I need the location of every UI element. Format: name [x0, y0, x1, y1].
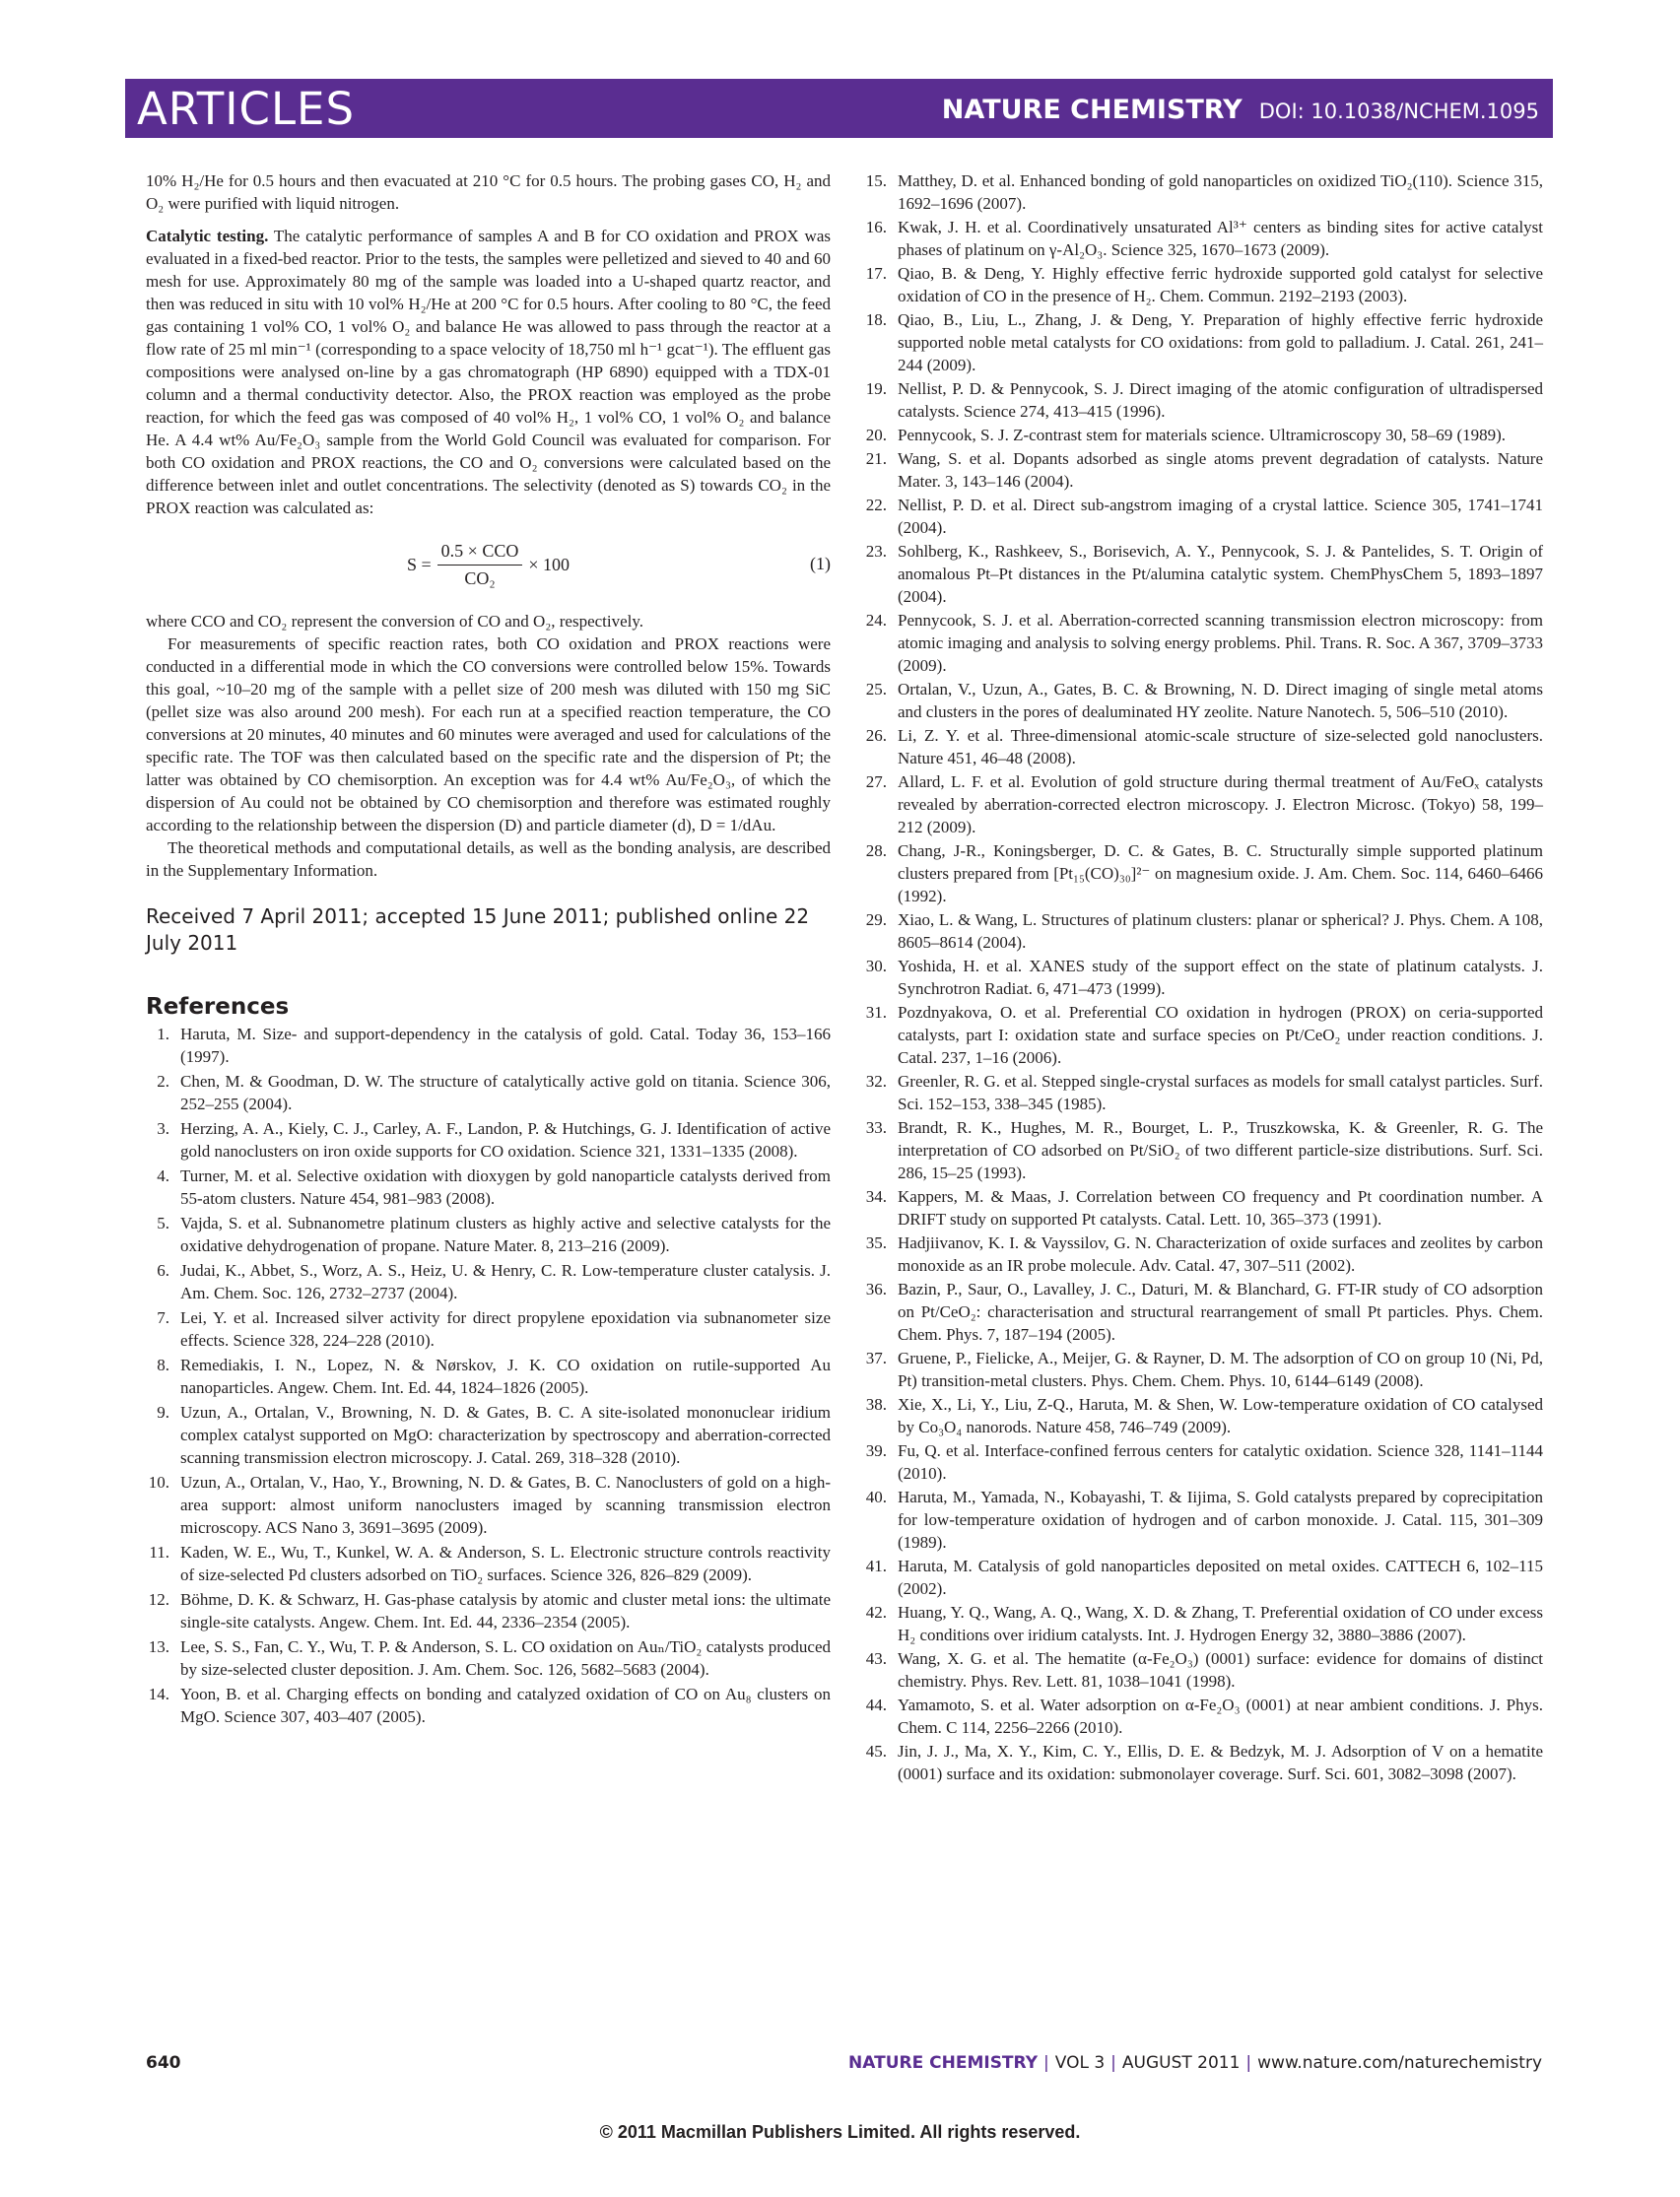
- reference-item: 25. Ortalan, V., Uzun, A., Gates, B. C. & Browning, N. D. Direct imaging of single metal atoms and clusters in the pores of dealuminated HY zeolite. Nature Nanotech. 5, 506–510 (2010).: [865, 680, 1543, 721]
- catalytic-text: The catalytic performance of samples A and B for CO oxidation and PROX was evaluated in a fixed-bed reactor. Prior to the tests, the samples were pelletized and sieved to 40 and 60 mesh for use. Approximately 80 mg of the sample was loaded into a U-shaped quartz reactor, and then was reduced in situ with 10 vol% H₂/He at 200 °C for 0.5 hours. After cooling to 80 °C, the feed gas containing 1 vol% CO, 1 vol% O₂ and balance He was allowed to pass through the reactor at a flow rate of 25 ml min⁻¹ (corresponding to a space velocity of 18,750 ml h⁻¹ gcat⁻¹). The effluent gas compositions were analysed on-line by a gas chromatograph (HP 6890) equipped with a TDX-01 column and a thermal conductivity detector. Also, the PROX reaction was employed as the probe reaction, for which the feed gas was composed of 40 vol% H₂, 1 vol% CO, 1 vol% O₂ and balance He. A 4.4 wt% Au/Fe₂O₃ sample from the World Gold Council was evaluated for comparison. For both CO oxidation and PROX reactions, the CO and O₂ conversions were calculated based on the difference between inlet and outlet concentrations. The selectivity (denoted as S) towards CO₂ in the PROX reaction was calculated as:: [146, 227, 831, 517]
- reference-item: 1. Haruta, M. Size- and support-dependency in the catalysis of gold. Catal. Today 36, 153–166 (1997).: [157, 1025, 831, 1066]
- footer-separator: |: [1110, 2053, 1116, 2073]
- reference-item: 30. Yoshida, H. et al. XANES study of the support effect on the state of platinum catalysts. J. Synchrotron Radiat. 6, 471–473 (1999).: [865, 957, 1543, 998]
- reference-item: 11. Kaden, W. E., Wu, T., Kunkel, W. A. & Anderson, S. L. Electronic structure controls reactivity of size-selected Pd clusters adsorbed on TiO₂ surfaces. Science 326, 826–829 (2009).: [149, 1543, 831, 1584]
- reference-item: 20. Pennycook, S. J. Z-contrast stem for materials science. Ultramicroscopy 30, 58–69 (1989).: [865, 426, 1507, 444]
- footer-separator: |: [1245, 2053, 1252, 2073]
- equation-numerator: 0.5 × CCO: [437, 540, 523, 566]
- reference-item: 4. Turner, M. et al. Selective oxidation with dioxygen by gold nanoparticle catalysts derived from 55-atom clusters. Nature 454, 981–983 (2008).: [157, 1166, 831, 1208]
- reference-item: 40. Haruta, M., Yamada, N., Kobayashi, T. & Iijima, S. Gold catalysts prepared by coprecipitation for low-temperature oxidation of hydrogen and of carbon monoxide. J. Catal. 115, 301–309 (1989).: [865, 1488, 1543, 1552]
- reference-item: 18. Qiao, B., Liu, L., Zhang, J. & Deng, Y. Preparation of highly effective ferric hydroxide supported noble metal catalysts for CO oxidations: from gold to palladium. J. Catal. 261, 241–244 (2009).: [865, 310, 1543, 374]
- footer-journal: NATURE CHEMISTRY: [848, 2053, 1039, 2073]
- footer-separator: |: [1043, 2053, 1049, 2073]
- equation-number: (1): [810, 554, 831, 573]
- reference-item: 16. Kwak, J. H. et al. Coordinatively unsaturated Al³⁺ centers as binding sites for active catalyst phases of platinum on γ-Al₂O₃. Science 325, 1670–1673 (2009).: [865, 218, 1543, 259]
- footer-citation: [848, 2053, 1542, 2073]
- reference-item: 39. Fu, Q. et al. Interface-confined ferrous centers for catalytic oxidation. Science 328, 1141–1144 (2010).: [865, 1441, 1543, 1483]
- reference-item: 24. Pennycook, S. J. et al. Aberration-corrected scanning transmission electron microscopy: from atomic imaging and analysis to solving energy problems. Phil. Trans. R. Soc. A 367, 3709–3733 (2009).: [865, 611, 1543, 675]
- reference-item: 37. Gruene, P., Fielicke, A., Meijer, G. & Rayner, D. M. The adsorption of CO on group 10 (Ni, Pd, Pt) transition-metal clusters. Phys. Chem. Chem. Phys. 10, 6144–6149 (2008).: [865, 1349, 1543, 1390]
- reference-item: 6. Judai, K., Abbet, S., Worz, A. S., Heiz, U. & Henry, C. R. Low-temperature cluster catalysis. J. Am. Chem. Soc. 126, 2732–2737 (2004).: [157, 1261, 831, 1302]
- reference-item: 21. Wang, S. et al. Dopants adsorbed as single atoms prevent degradation of catalysts. Nature Mater. 3, 143–146 (2004).: [865, 449, 1543, 491]
- equation-fraction: [437, 540, 523, 590]
- reference-item: 43. Wang, X. G. et al. The hematite (α-Fe₂O₃) (0001) surface: evidence for domains of distinct chemistry. Phys. Rev. Lett. 81, 1038–1041 (1998).: [865, 1649, 1543, 1691]
- reference-item: 36. Bazin, P., Saur, O., Lavalley, J. C., Daturi, M. & Blanchard, G. FT-IR study of CO adsorption on Pt/CeO₂: characterisation and structural rearrangement of small Pt particles. Phys. Chem. Chem. Phys. 7, 187–194 (2005).: [865, 1280, 1543, 1344]
- references-list-left: [146, 1023, 831, 1728]
- reference-item: 10. Uzun, A., Ortalan, V., Hao, Y., Browning, N. D. & Gates, B. C. Nanoclusters of gold on a high-area support: almost uniform nanoclusters imaged by scanning transmission electron microscopy. ACS Nano 3, 3691–3695 (2009).: [148, 1473, 831, 1537]
- reference-item: 8. Remediakis, I. N., Lopez, N. & Nørskov, J. K. CO oxidation on rutile-supported Au nanoparticles. Angew. Chem. Int. Ed. 44, 1824–1826 (2005).: [157, 1356, 831, 1397]
- reference-item: 5. Vajda, S. et al. Subnanometre platinum clusters as highly active and selective catalysts for the oxidative dehydrogenation of propane. Nature Mater. 8, 213–216 (2009).: [157, 1214, 831, 1255]
- reference-item: 13. Lee, S. S., Fan, C. Y., Wu, T. P. & Anderson, S. L. CO oxidation on Auₙ/TiO₂ catalysts produced by size-selected cluster deposition. J. Am. Chem. Soc. 126, 5682–5683 (2004).: [148, 1637, 831, 1679]
- reference-item: 38. Xie, X., Li, Y., Liu, Z-Q., Haruta, M. & Shen, W. Low-temperature oxidation of CO catalysed by Co₃O₄ nanorods. Nature 458, 746–749 (2009).: [865, 1395, 1543, 1436]
- equation: [146, 529, 831, 600]
- footer-volume: VOL 3: [1054, 2053, 1106, 2073]
- reference-item: 34. Kappers, M. & Maas, J. Correlation between CO frequency and Pt coordination number. A DRIFT study on supported Pt catalysts. Catal. Lett. 10, 365–373 (1991).: [865, 1187, 1543, 1229]
- reference-item: 19. Nellist, P. D. & Pennycook, S. J. Direct imaging of the atomic configuration of ultradispersed catalysts. Science 274, 413–415 (1996).: [865, 379, 1543, 421]
- equation-lhs: S =: [407, 554, 432, 574]
- reference-item: 14. Yoon, B. et al. Charging effects on bonding and catalyzed oxidation of CO on Au₈ clusters on MgO. Science 307, 403–407 (2005).: [148, 1685, 831, 1726]
- reference-item: 31. Pozdnyakova, O. et al. Preferential CO oxidation in hydrogen (PROX) on ceria-supported catalysts, part I: oxidation state and surface species on Pt/CeO₂ under reaction conditions. J. Catal. 237, 1–16 (2006).: [865, 1003, 1543, 1067]
- paragraph-where: where CCO and CO₂ represent the conversion of CO and O₂, respectively.: [146, 612, 644, 631]
- reference-item: 22. Nellist, P. D. et al. Direct sub-angstrom imaging of a crystal lattice. Science 305, 1741–1741 (2004).: [865, 496, 1543, 537]
- references-list-right: [863, 169, 1543, 1785]
- journal-name: NATURE CHEMISTRY: [941, 95, 1243, 125]
- paragraph-catalytic: [146, 225, 831, 519]
- footer-url[interactable]: www.nature.com/naturechemistry: [1257, 2053, 1542, 2073]
- copyright-notice: © 2011 Macmillan Publishers Limited. All rights reserved.: [599, 2122, 1081, 2142]
- footer-date: AUGUST 2011: [1121, 2053, 1241, 2073]
- reference-item: 15. Matthey, D. et al. Enhanced bonding of gold nanoparticles on oxidized TiO₂(110). Science 315, 1692–1696 (2007).: [865, 171, 1543, 213]
- doi-link[interactable]: DOI: 10.1038/NCHEM.1095: [1258, 100, 1539, 123]
- reference-item: 27. Allard, L. F. et al. Evolution of gold structure during thermal treatment of Au/FeOₓ catalysts revealed by aberration-corrected electron microscopy. J. Electron Microsc. (Tokyo) 58, 199–212 (2009).: [865, 772, 1543, 836]
- section-title-catalytic: Catalytic testing.: [146, 227, 269, 245]
- reference-item: 23. Sohlberg, K., Rashkeev, S., Borisevich, A. Y., Pennycook, S. J. & Pantelides, S. T. Origin of anomalous Pt–Pt distances in the Pt/alumina catalytic system. ChemPhysChem 5, 1893–1897 (2004).: [865, 542, 1543, 606]
- reference-item: 26. Li, Z. Y. et al. Three-dimensional atomic-scale structure of size-selected gold nanoclusters. Nature 451, 46–48 (2008).: [865, 726, 1543, 767]
- section-label: ARTICLES: [137, 83, 356, 135]
- journal-doi: [942, 95, 1539, 125]
- equation-denominator: CO₂: [464, 567, 496, 588]
- reference-item: 32. Greenler, R. G. et al. Stepped single-crystal surfaces as models for small catalyst particles. Surf. Sci. 152–153, 338–345 (1985).: [865, 1072, 1543, 1113]
- right-column: [863, 169, 1543, 1786]
- header-banner: [125, 79, 1553, 138]
- equation-rhs: × 100: [528, 554, 570, 574]
- paragraph-theory: The theoretical methods and computational details, as well as the bonding analysis, are described in the Supplementary Information.: [146, 838, 831, 880]
- reference-item: 17. Qiao, B. & Deng, Y. Highly effective ferric hydroxide supported gold catalyst for selective oxidation of CO in the presence of H₂. Chem. Commun. 2192–2193 (2003).: [865, 264, 1543, 305]
- received-dates: Received 7 April 2011; accepted 15 June 2011; published online 22 July 2011: [146, 904, 810, 955]
- reference-item: 41. Haruta, M. Catalysis of gold nanoparticles deposited on metal oxides. CATTECH 6, 102–115 (2002).: [865, 1557, 1543, 1598]
- reference-item: 7. Lei, Y. et al. Increased silver activity for direct propylene epoxidation via subnanometer size effects. Science 328, 224–228 (2010).: [157, 1308, 831, 1350]
- left-column: [146, 169, 831, 1730]
- reference-item: 9. Uzun, A., Ortalan, V., Browning, N. D. & Gates, B. C. A site-isolated mononuclear iridium complex catalyst supported on MgO: characterization by spectroscopy and aberration-corrected scanning transmission electron microscopy. J. Catal. 269, 318–328 (2010).: [157, 1403, 831, 1467]
- references-heading: References: [146, 994, 290, 1020]
- reference-item: 35. Hadjiivanov, K. I. & Vayssilov, G. N. Characterization of oxide surfaces and zeolites by carbon monoxide as an IR probe molecule. Adv. Catal. 47, 307–511 (2002).: [865, 1233, 1543, 1275]
- reference-item: 33. Brandt, R. K., Hughes, M. R., Bourget, L. P., Truszkowska, K. & Greenler, R. G. The interpretation of CO adsorbed on Pt/SiO₂ of two different particle-size distributions. Surf. Sci. 286, 15–25 (1993).: [865, 1118, 1543, 1182]
- reference-item: 42. Huang, Y. Q., Wang, A. Q., Wang, X. D. & Zhang, T. Preferential oxidation of CO under excess H₂ conditions over iridium catalysts. Int. J. Hydrogen Energy 32, 3880–3886 (2007).: [865, 1603, 1543, 1644]
- page-number: 640: [146, 2053, 181, 2073]
- paragraph-rates: For measurements of specific reaction rates, both CO oxidation and PROX reactions were conducted in a differential mode in which the CO conversions were controlled below 15%. Towards this goal, ~10–20 mg of the sample with a pellet size of 200 mesh was diluted with 150 mg SiC (pellet size was also around 200 mesh). For each run at a specified reaction temperature, the CO conversions at 20 minutes, 40 minutes and 60 minutes were averaged and used for calculations of the specific rate. The TOF was then calculated based on the specific rate and the dispersion of Pt; the latter was obtained by CO chemisorption. An exception was for 4.4 wt% Au/Fe₂O₃, of which the dispersion of Au could not be obtained by CO chemisorption and therefore was estimated roughly according to the relationship between the dispersion (D) and particle diameter (d), D = 1/dAu.: [146, 634, 831, 834]
- reference-item: 12. Böhme, D. K. & Schwarz, H. Gas-phase catalysis by atomic and cluster metal ions: the ultimate single-site catalysts. Angew. Chem. Int. Ed. 44, 2336–2354 (2005).: [148, 1590, 831, 1631]
- paragraph-top: 10% H₂/He for 0.5 hours and then evacuated at 210 °C for 0.5 hours. The probing gases CO, H₂ and O₂ were purified with liquid nitrogen.: [146, 171, 831, 213]
- reference-item: 45. Jin, J. J., Ma, X. Y., Kim, C. Y., Ellis, D. E. & Bedzyk, M. J. Adsorption of V on a hematite (0001) surface and its oxidation: submonolayer coverage. Surf. Sci. 601, 3082–3098 (2007).: [865, 1742, 1543, 1783]
- reference-item: 44. Yamamoto, S. et al. Water adsorption on α-Fe₂O₃ (0001) at near ambient conditions. J. Phys. Chem. C 114, 2256–2266 (2010).: [865, 1696, 1543, 1737]
- reference-item: 3. Herzing, A. A., Kiely, C. J., Carley, A. F., Landon, P. & Hutchings, G. J. Identification of active gold nanoclusters on iron oxide supports for CO oxidation. Science 321, 1331–1335 (2008).: [157, 1119, 831, 1161]
- reference-item: 29. Xiao, L. & Wang, L. Structures of platinum clusters: planar or spherical? J. Phys. Chem. A 108, 8605–8614 (2004).: [865, 910, 1543, 952]
- reference-item: 2. Chen, M. & Goodman, D. W. The structure of catalytically active gold on titania. Science 306, 252–255 (2004).: [157, 1072, 831, 1113]
- reference-item: 28. Chang, J-R., Koningsberger, D. C. & Gates, B. C. Structurally simple supported platinum clusters prepared from [Pt₁₅(CO)₃₀]²⁻ on magnesium oxide. J. Am. Chem. Soc. 114, 6460–6466 (1992).: [865, 841, 1543, 905]
